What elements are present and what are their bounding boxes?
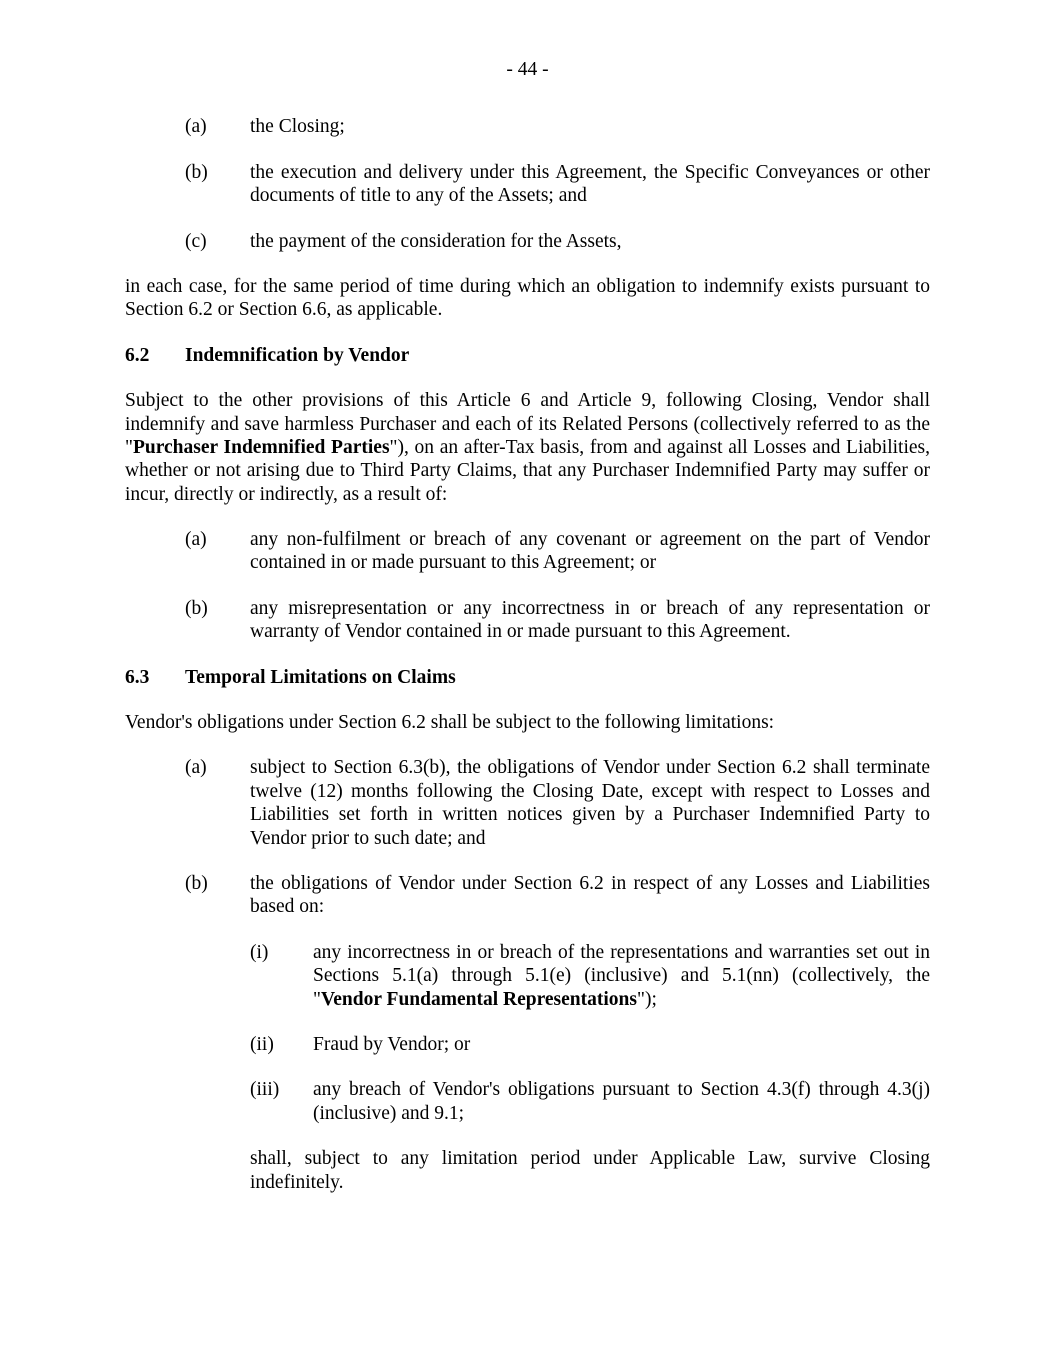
section-6-2-item-b: [125, 597, 930, 644]
list-item-b-text: the execution and delivery under this Agreement, the Specific Conveyances or other documents of title to any of the Assets; and: [250, 161, 930, 207]
section-6-3-item-b-marker: (b): [185, 872, 208, 894]
list-item-c-text: the payment of the consideration for the Assets,: [250, 230, 622, 252]
section-6-3-item-a-text: subject to Section 6.3(b), the obligations of Vendor under Section 6.2 shall terminate twelve (12) months following the Closing Date, except with respect to Losses and Liabilities set forth in written notices given by a Purchaser Indemnified Party to Vendor prior to such date; and: [250, 757, 930, 849]
list-marker-a: (a): [185, 116, 207, 138]
section-6-3-subitem-ii-marker: (ii): [250, 1033, 274, 1055]
section-6-2-item-b-text: any misrepresentation or any incorrectness in or breach of any representation or warranty of Vendor contained in or made pursuant to this Agreement.: [250, 597, 930, 643]
section-6-3-subitem-iii: [125, 1078, 930, 1125]
defined-term-vendor-fundamental-representations: Vendor Fundamental Representations: [320, 988, 637, 1010]
section-6-3-title: Temporal Limitations on Claims: [185, 666, 456, 688]
list-item-a-text: the Closing;: [250, 116, 345, 138]
section-6-2-intro: [125, 389, 930, 506]
section-6-2-heading: [125, 344, 930, 367]
section-6-2-item-a-text: any non-fulfilment or breach of any covenant or agreement on the part of Vendor contained in or made pursuant to this Agreement; or: [250, 529, 930, 574]
section-6-3-subitem-ii-text: Fraud by Vendor; or: [313, 1033, 471, 1055]
section-6-3-subitem-i-text: [313, 941, 930, 1011]
subitem-i-pre: any incorrectness in or breach of the representations and warranties set out in Sections 5.1(a) through 5.1(e) (inclusive) and 5.1(nn) (collectively, the ": [313, 941, 930, 1010]
section-6-3-subitem-i-marker: (i): [250, 941, 269, 963]
section-6-3-item-a: [125, 756, 930, 850]
list-item-b: [125, 161, 930, 208]
paragraph-in-each-case: in each case, for the same period of time during which an obligation to indemnify exists pursuant to Section 6.2 or Section 6.6, as applicable.: [125, 275, 930, 321]
section-6-3-tail-paragraph: shall, subject to any limitation period under Applicable Law, survive Closing indefinitely.: [250, 1148, 930, 1193]
list-item-a: [125, 115, 930, 138]
section-6-2-intro-post: "), on an after-Tax basis, from and against all Losses and Liabilities, whether or not arising due to Third Party Claims, that any Purchaser Indemnified Party may suffer or incur, directly or indirectly, as a result of:: [125, 436, 930, 505]
section-6-2-item-a: [125, 528, 930, 575]
defined-term-purchaser-indemnified-parties: Purchaser Indemnified Parties: [132, 436, 390, 458]
section-6-3-intro: Vendor's obligations under Section 6.2 shall be subject to the following limitations:: [125, 712, 775, 734]
section-6-3-subitem-iii-marker: (iii): [250, 1079, 280, 1101]
section-6-3-item-b: [125, 872, 930, 919]
section-6-2-intro-pre: Subject to the other provisions of this Article 6 and Article 9, following Closing, Vendor shall indemnify and save harmless Purchaser and each of its Related Persons (collectively referred to as the ": [125, 390, 930, 458]
subitem-i-post: ");: [636, 988, 657, 1010]
section-6-3-item-b-text: the obligations of Vendor under Section 6.2 in respect of any Losses and Liabilities based on:: [250, 872, 930, 918]
list-marker-c: (c): [185, 230, 207, 252]
page-number: - 44 -: [506, 59, 549, 80]
list-item-c: [125, 230, 930, 253]
section-6-2-item-b-marker: (b): [185, 597, 208, 619]
section-6-2-number: 6.2: [125, 344, 150, 366]
section-6-2-item-a-marker: (a): [185, 529, 207, 551]
list-marker-b: (b): [185, 161, 208, 183]
section-6-3-subitem-i: [125, 941, 930, 1011]
section-6-3-number: 6.3: [125, 666, 150, 688]
section-6-3-subitem-iii-text: any breach of Vendor's obligations pursuant to Section 4.3(f) through 4.3(j) (inclusive) and 9.1;: [313, 1079, 930, 1124]
section-6-3-item-a-marker: (a): [185, 757, 207, 779]
section-6-3-heading: [125, 666, 930, 689]
section-6-3-subitem-ii: [125, 1033, 930, 1056]
section-6-2-title: Indemnification by Vendor: [185, 344, 410, 366]
